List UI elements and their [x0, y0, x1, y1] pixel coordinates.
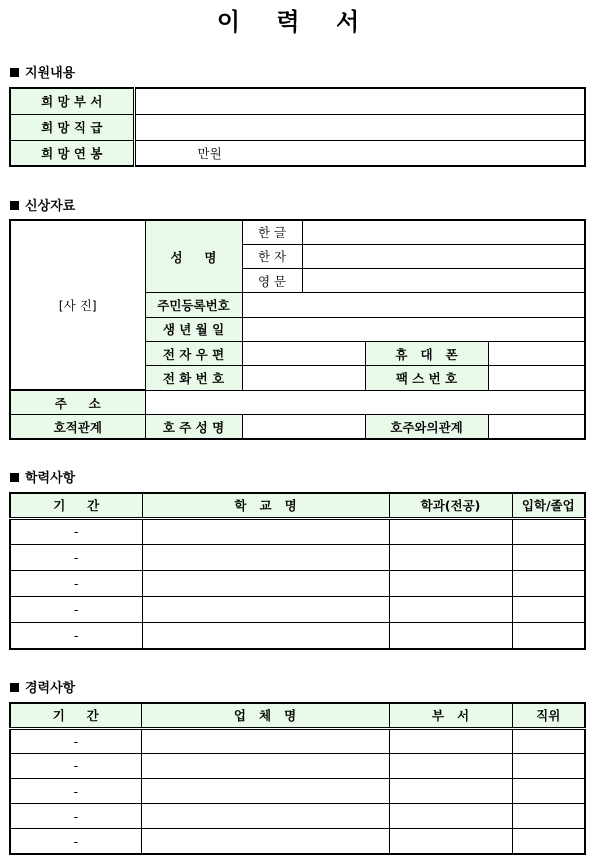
career-table	[9, 702, 586, 855]
edu-period-cell[interactable]: -	[10, 623, 142, 649]
career-header-dept: 부 서	[389, 703, 512, 728]
career-title-cell[interactable]	[512, 829, 585, 854]
edu-admission-cell[interactable]	[512, 518, 585, 544]
section-career-heading	[10, 677, 75, 696]
career-company-cell[interactable]	[141, 728, 389, 753]
edu-major-cell[interactable]	[389, 597, 512, 623]
edu-major-cell[interactable]	[389, 518, 512, 544]
career-title-cell[interactable]	[512, 728, 585, 753]
career-period-cell[interactable]: -	[10, 804, 141, 829]
table-row	[10, 753, 585, 778]
section-education-label: 학력사항	[25, 471, 76, 486]
name-english-field[interactable]	[302, 269, 585, 293]
name-korean-field[interactable]	[302, 220, 585, 244]
phone-field[interactable]	[242, 366, 365, 390]
family-relation-label: 호적관계	[10, 415, 145, 439]
square-bullet-icon	[10, 683, 19, 692]
mobile-field[interactable]	[488, 342, 585, 366]
household-head-field[interactable]	[242, 415, 365, 439]
address-field[interactable]	[145, 390, 585, 414]
table-row	[10, 778, 585, 803]
table-row	[10, 804, 585, 829]
career-dept-cell[interactable]	[389, 829, 512, 854]
section-education-heading	[10, 467, 75, 486]
name-hanja-label: 한 자	[242, 244, 302, 268]
photo-box[interactable]	[10, 220, 145, 390]
table-row	[10, 570, 585, 596]
education-table	[9, 492, 586, 650]
document-title: 이 력 서	[216, 8, 374, 36]
section-personal-heading	[10, 195, 75, 214]
fax-field[interactable]	[488, 366, 585, 390]
edu-header-admission: 입학/졸업	[512, 493, 585, 518]
career-title-cell[interactable]	[512, 778, 585, 803]
edu-school-cell[interactable]	[142, 570, 389, 596]
edu-period-cell[interactable]: -	[10, 518, 142, 544]
section-career-label: 경력사항	[25, 681, 76, 696]
edu-header-period: 기 간	[10, 493, 142, 518]
career-header-period: 기 간	[10, 703, 141, 728]
mobile-label: 휴 대 폰	[365, 342, 488, 366]
edu-header-school: 학 교 명	[142, 493, 389, 518]
square-bullet-icon	[10, 473, 19, 482]
section-apply-label: 지원내용	[25, 66, 76, 81]
edu-admission-cell[interactable]	[512, 623, 585, 649]
career-company-cell[interactable]	[141, 753, 389, 778]
desired-position-field[interactable]	[134, 114, 585, 140]
email-label: 전 자 우 편	[145, 342, 242, 366]
edu-admission-cell[interactable]	[512, 570, 585, 596]
career-company-cell[interactable]	[141, 829, 389, 854]
edu-school-cell[interactable]	[142, 597, 389, 623]
edu-admission-cell[interactable]	[512, 544, 585, 570]
career-title-cell[interactable]	[512, 753, 585, 778]
table-row	[10, 728, 585, 753]
career-header-company: 업 체 명	[141, 703, 389, 728]
career-period-cell[interactable]: -	[10, 753, 141, 778]
edu-school-cell[interactable]	[142, 518, 389, 544]
name-hanja-field[interactable]	[302, 244, 585, 268]
table-row	[10, 518, 585, 544]
address-label: 주 소	[10, 390, 145, 414]
career-period-cell[interactable]: -	[10, 829, 141, 854]
birth-date-field[interactable]	[242, 317, 585, 341]
edu-admission-cell[interactable]	[512, 597, 585, 623]
career-header-title: 직위	[512, 703, 585, 728]
salary-unit: 만원	[197, 145, 222, 161]
career-company-cell[interactable]	[141, 804, 389, 829]
phone-label: 전 화 번 호	[145, 366, 242, 390]
name-label: 성 명	[145, 220, 242, 293]
edu-school-cell[interactable]	[142, 544, 389, 570]
career-dept-cell[interactable]	[389, 778, 512, 803]
desired-salary-field[interactable]	[134, 140, 585, 166]
career-dept-cell[interactable]	[389, 804, 512, 829]
edu-header-major: 학과(전공)	[389, 493, 512, 518]
section-personal-label: 신상자료	[25, 199, 76, 214]
desired-position-label: 희 망 직 급	[10, 114, 134, 140]
id-number-label: 주민등록번호	[145, 293, 242, 317]
table-row	[10, 623, 585, 649]
id-number-field[interactable]	[242, 293, 585, 317]
square-bullet-icon	[10, 68, 19, 77]
career-title-cell[interactable]	[512, 804, 585, 829]
section-apply-heading	[10, 62, 75, 81]
name-english-label: 영 문	[242, 269, 302, 293]
personal-table	[9, 219, 586, 440]
edu-school-cell[interactable]	[142, 623, 389, 649]
edu-major-cell[interactable]	[389, 623, 512, 649]
apply-table	[9, 87, 586, 167]
table-row	[10, 829, 585, 854]
career-dept-cell[interactable]	[389, 728, 512, 753]
photo-label: [사 진]	[58, 298, 97, 314]
career-period-cell[interactable]: -	[10, 728, 141, 753]
edu-major-cell[interactable]	[389, 570, 512, 596]
desired-dept-field[interactable]	[134, 88, 585, 114]
household-head-label: 호 주 성 명	[145, 415, 242, 439]
career-dept-cell[interactable]	[389, 753, 512, 778]
table-row	[10, 544, 585, 570]
email-field[interactable]	[242, 342, 365, 366]
edu-period-cell[interactable]: -	[10, 544, 142, 570]
desired-dept-label: 희 망 부 서	[10, 88, 134, 114]
edu-period-cell[interactable]: -	[10, 597, 142, 623]
fax-label: 팩 스 번 호	[365, 366, 488, 390]
table-row	[10, 597, 585, 623]
edu-major-cell[interactable]	[389, 544, 512, 570]
desired-salary-label: 희 망 연 봉	[10, 140, 134, 166]
square-bullet-icon	[10, 201, 19, 210]
career-company-cell[interactable]	[141, 778, 389, 803]
head-relation-label: 호주와의관계	[365, 415, 488, 439]
name-korean-label: 한 글	[242, 220, 302, 244]
head-relation-field[interactable]	[488, 415, 585, 439]
career-period-cell[interactable]: -	[10, 778, 141, 803]
edu-period-cell[interactable]: -	[10, 570, 142, 596]
birth-date-label: 생 년 월 일	[145, 317, 242, 341]
